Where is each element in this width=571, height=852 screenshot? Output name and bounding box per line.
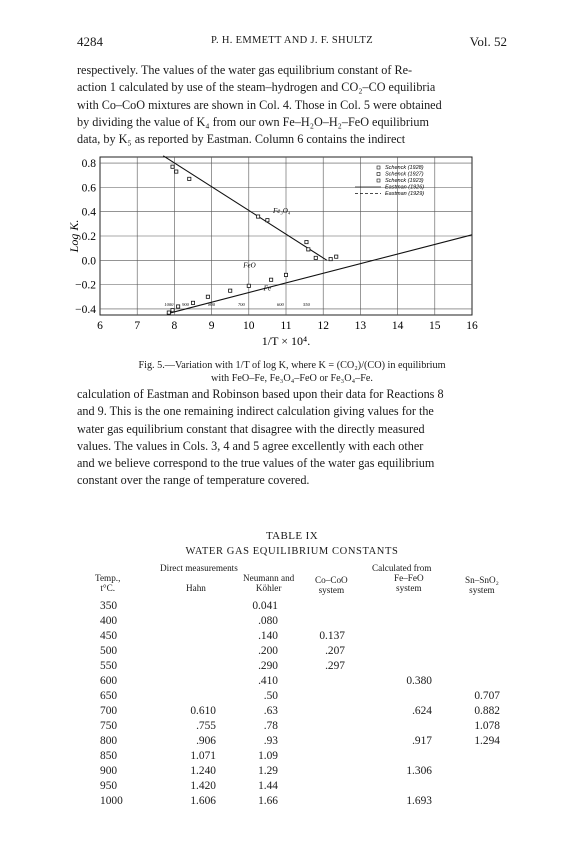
data-point: [270, 278, 273, 281]
legend-entry: Schenck (1928): [385, 165, 424, 171]
text-line: with Co–CoO mixtures are shown in Col. 4. Those in Col. 5 were obtained: [77, 97, 442, 112]
y-tick-label: −0.4: [75, 303, 96, 316]
curve-annotation: FeO: [243, 261, 256, 270]
table-title: WATER GAS EQUILIBRIUM CONSTANTS: [185, 546, 399, 557]
hahn-cell: .906: [196, 735, 216, 747]
header-group-direct: Direct measurements: [160, 563, 238, 573]
data-point: [335, 255, 338, 258]
header-coo: Co–CoO system: [315, 575, 348, 595]
temperature-label: 1000: [164, 301, 174, 307]
legend-entry: Schenck (1927): [385, 171, 424, 178]
data-point: [329, 257, 332, 260]
neumann-cell: 1.66: [258, 795, 278, 807]
page-number: 4284: [77, 34, 103, 49]
neumann-cell: .080: [258, 615, 278, 627]
x-tick-label: 16: [466, 320, 478, 332]
data-point: [167, 311, 170, 314]
neumann-cell: .200: [258, 645, 278, 657]
figure-caption: [77, 359, 507, 385]
y-axis-label: Log K.: [67, 219, 81, 253]
table-number: TABLE IX: [265, 530, 319, 542]
text-line: calculation of Eastman and Robinson based upon their data for Reactions 8: [77, 387, 444, 401]
running-authors: P. H. EMMETT AND J. F. SHULTZ: [211, 35, 373, 46]
hahn-cell: 1.420: [190, 780, 216, 792]
temp-cell: 400: [100, 615, 118, 627]
curve-annotation: Fe₃O₄: [272, 206, 291, 215]
data-point: [284, 273, 287, 276]
x-tick-label: 10: [243, 320, 255, 332]
legend-entry: Schenck (1923): [385, 178, 424, 184]
data-point: [171, 309, 174, 312]
header-hahn: Hahn: [186, 583, 206, 593]
sn-cell: 1.294: [474, 735, 500, 747]
volume-label: Vol. 52: [469, 34, 507, 49]
neumann-cell: .410: [258, 675, 278, 687]
legend-marker: [377, 179, 380, 182]
header-sn: Sn–SnO₂ system: [465, 575, 499, 595]
text-line: water gas equilibrium constant that disagree with the directly measured: [77, 421, 425, 436]
chart-svg: [60, 145, 520, 360]
header-temp: Temp., t°C.: [95, 573, 121, 593]
temperature-label: 800: [208, 301, 215, 307]
text-line: respectively. The values of the water gas equilibrium constant of Re-: [77, 63, 413, 77]
coo-cell: .207: [325, 645, 345, 657]
hahn-cell: 1.606: [190, 795, 216, 807]
y-tick-label: 0.6: [81, 182, 96, 195]
x-tick-label: 11: [280, 320, 292, 332]
neumann-cell: 1.29: [258, 765, 278, 777]
legend-entry: Eastman (1926): [385, 184, 425, 191]
temp-cell: 700: [100, 705, 118, 717]
hahn-cell: 1.240: [190, 765, 216, 777]
header-group-calculated: Calculated from: [372, 563, 432, 573]
caption-line-1: Fig. 5.—Variation with 1/T of log K, where K = (CO₂)/(CO) in equilibrium: [138, 360, 446, 371]
feo-cell: 0.380: [406, 675, 432, 687]
data-point: [307, 248, 310, 251]
data-point: [175, 170, 178, 173]
neumann-cell: 0.041: [252, 600, 278, 612]
neumann-cell: 1.09: [258, 750, 278, 762]
figure-5-chart: [60, 145, 520, 360]
temperature-label: 550: [303, 301, 310, 307]
legend-entry: Eastman (1929): [385, 191, 425, 197]
text-line: by dividing the value of K₄ from our own Fe–H₂O–H₂–FeO equilibrium: [77, 114, 429, 129]
temp-cell: 900: [100, 765, 118, 777]
text-line: values. The values in Cols. 3, 4 and 5 agree excellently with each other: [77, 438, 424, 453]
data-point: [257, 215, 260, 218]
feo-cell: 1.306: [406, 765, 432, 777]
temp-cell: 600: [100, 675, 118, 687]
text-line: constant over the range of temperature covered.: [77, 473, 310, 488]
curve-annotation: Fe: [263, 284, 272, 293]
y-tick-label: 0.2: [81, 231, 96, 243]
neumann-cell: .63: [263, 705, 278, 717]
temp-cell: 850: [100, 750, 118, 762]
sn-cell: 0.707: [474, 690, 500, 702]
neumann-cell: .290: [258, 660, 278, 672]
temp-cell: 650: [100, 690, 118, 702]
x-tick-label: 9: [208, 320, 215, 332]
body-paragraph-2: [77, 386, 507, 490]
data-point: [188, 177, 191, 180]
text-line: and we believe correspond to the true values of the water gas equilibrium: [77, 456, 435, 471]
data-point: [191, 301, 194, 304]
hahn-cell: 0.610: [190, 705, 216, 717]
fe3o4-feo-line: [163, 156, 327, 261]
coo-cell: 0.137: [319, 630, 345, 642]
feo-cell: .624: [412, 705, 432, 717]
temperature-label: 600: [277, 301, 284, 307]
y-tick-label: 0.0: [81, 255, 96, 268]
sn-cell: 1.078: [474, 720, 500, 732]
coo-cell: .297: [325, 660, 345, 672]
header-feo: Fe–FeO system: [394, 573, 424, 593]
hahn-cell: .755: [196, 720, 216, 732]
x-tick-label: 6: [97, 320, 103, 332]
x-tick-label: 14: [391, 320, 404, 332]
temperature-label: 700: [237, 301, 245, 307]
y-tick-label: 0.8: [81, 158, 96, 171]
data-point: [229, 289, 232, 292]
y-tick-label: 0.4: [81, 206, 96, 219]
body-paragraph-1: [77, 62, 507, 148]
temp-cell: 750: [100, 720, 118, 732]
hahn-cell: 1.071: [190, 750, 216, 762]
neumann-cell: .78: [263, 720, 278, 732]
text-line: action 1 calculated by use of the steam–hydrogen and CO₂–CO equilibria: [77, 80, 436, 95]
temp-cell: 950: [100, 780, 118, 792]
data-point: [247, 284, 250, 287]
legend-marker: [377, 173, 380, 176]
x-tick-label: 13: [354, 320, 367, 332]
data-point: [171, 165, 174, 168]
temp-cell: 800: [100, 735, 118, 747]
x-tick-label: 15: [429, 320, 441, 332]
data-point: [305, 240, 308, 243]
legend-marker: [377, 166, 380, 169]
data-point: [314, 256, 317, 259]
x-axis-label: 1/T × 10⁴.: [261, 334, 311, 348]
x-tick-label: 7: [134, 320, 141, 332]
header-neumann: Neumann and Köhler: [243, 573, 295, 593]
temp-cell: 550: [100, 660, 118, 672]
temp-cell: 450: [100, 630, 118, 642]
sn-cell: 0.882: [474, 705, 500, 717]
feo-cell: 1.693: [406, 795, 432, 807]
caption-line-2: with FeO–Fe, Fe₃O₄–FeO or Fe₃O₄–Fe.: [211, 373, 373, 384]
y-tick-label: −0.2: [75, 279, 96, 292]
x-tick-label: 8: [171, 320, 178, 332]
feo-cell: .917: [412, 735, 432, 747]
text-line: data, by K₅ as reported by Eastman. Column 6 contains the indirect: [77, 132, 406, 147]
data-point: [177, 305, 180, 308]
data-point: [266, 219, 269, 222]
temp-cell: 500: [100, 645, 118, 657]
temp-cell: 1000: [100, 795, 123, 807]
temp-cell: 350: [100, 600, 118, 612]
temperature-label: 900: [182, 301, 189, 307]
neumann-cell: .93: [263, 735, 278, 747]
text-line: and 9. This is the one remaining indirect calculation giving values for the: [77, 404, 434, 419]
neumann-cell: 1.44: [258, 780, 278, 792]
neumann-cell: .50: [263, 690, 278, 702]
x-tick-label: 12: [317, 320, 329, 332]
data-point: [206, 295, 209, 298]
running-header: [77, 34, 507, 50]
neumann-cell: .140: [258, 630, 278, 642]
